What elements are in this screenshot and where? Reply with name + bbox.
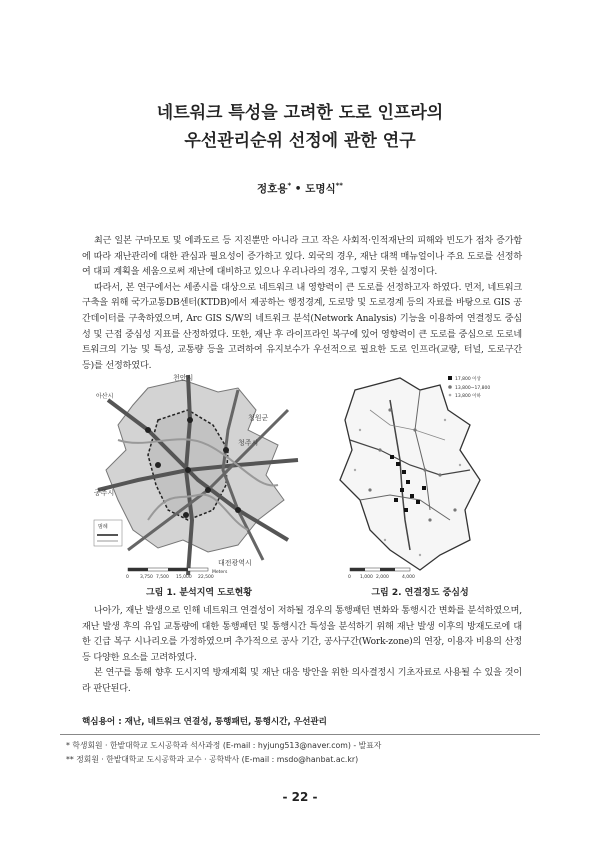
paragraph-4: 본 연구를 통해 향후 도시지역 방재계획 및 재난 대응 방안을 위한 의사결정시 기초자료로 사용될 수 있을 것이라 판단된다. — [82, 668, 522, 694]
map-label-south: 대전광역시 — [218, 559, 252, 567]
paragraph-2: 따라서, 본 연구에서는 세종시를 대상으로 네트워크 내 영향력이 큰 도로를 선정하고자 하였다. 먼저, 네트워크 구축을 위해 국가교통DB센터(KTDB)에서 제공하는 행정경계, 도로망 및 도로경계 등의 자료를 바탕으로 GIS 공간데이터를 구축하였으며, Arc GIS S/W의 네트워크 분석(Network Analysis) 기능을 이용하여 연결정도 중심성 및 근접 중심성 지표를 산정하였다. 또한, 재난 후 라이프라인 복구에 있어 영향력이 큰 도로를 중심으로 도로네트워크의 기능 및 특성, 교통량 등을 고려하여 유지보수가 우선적으로 필요한 도로 인프라(교량, 터널, 도로구간 등)를 선정하였다. — [82, 282, 522, 371]
map-label-east1: 청원군 — [248, 414, 269, 422]
scale-tick-2: 7,500 — [156, 575, 169, 580]
figure-2-caption: 그림 2. 연결정도 중심성 — [371, 588, 469, 598]
scale-tick-1: 3,750 — [140, 575, 153, 580]
scale-tick-0: 0 — [126, 575, 129, 580]
figure-2-centrality-map — [330, 370, 510, 580]
page-number: - 22 - — [282, 790, 318, 804]
author-2-mark: ** — [335, 181, 343, 190]
scale-tick-3: 15,000 — [176, 575, 192, 580]
scale2-tick-0: 0 — [348, 575, 351, 580]
scale-tick-4: 22,500 — [198, 575, 214, 580]
figure-1-road-map — [88, 370, 310, 580]
paper-title-line2: 우선관리순위 선정에 관한 연구 — [184, 131, 416, 151]
author-1-mark: * — [287, 181, 292, 190]
scale2-tick-3: 4,000 — [402, 575, 415, 580]
paragraph-1: 최근 일본 구마모토 및 에콰도르 등 지진뿐만 아니라 크고 작은 사회적·인적재난의 피해와 빈도가 점차 증가함에 따라 재난관리에 대한 관심과 필요성이 증가하고 있다. 외국의 경우, 재난 대책 매뉴얼이나 주요 도로를 선정하여 대피 계획을 세움으로써 재난에 대비하고 있으나 우리나라의 경우, 그렇지 못한 실정이다. — [82, 236, 522, 278]
map-legend-title: 범례 — [98, 524, 108, 530]
legend-item-mid: 13,800~17,800 — [455, 386, 491, 391]
scale-unit: Meters — [212, 570, 228, 575]
author-separator: • — [291, 183, 306, 195]
keywords: 핵심용어 : 재난, 네트워크 연결성, 통행패턴, 통행시간, 우선관리 — [82, 717, 327, 727]
footnote-2: ** 정회원 · 한밭대학교 도시공학과 교수 · 공학박사 (E-mail : msdo@hanbat.ac.kr) — [66, 755, 359, 764]
scale2-tick-2: 2,000 — [376, 575, 389, 580]
paragraph-3: 나아가, 재난 발생으로 인해 네트워크 연결성이 저하될 경우의 통행패턴 변화와 통행시간 변화를 분석하였으며, 재난 발생 후의 유입 교통량에 대한 통행패턴 및 통행시간 특성을 분석하기 위해 재난 발생 이후의 방재도로에 대한 긴급 복구 시나리오를 가정하였으며 추가적으로 공사 기간, 공사구간(Work-zone)의 연장, 이용자 비용의 산정 등 다양한 요소를 고려하였다. — [82, 606, 522, 663]
authors — [0, 181, 600, 196]
footnote-divider — [60, 734, 540, 735]
legend-item-low: 13,800 이하 — [455, 394, 481, 399]
scale2-tick-1: 1,000 — [360, 575, 373, 580]
map-label-west: 공주시 — [94, 489, 115, 497]
abstract-body-bottom — [82, 604, 522, 698]
legend-item-high: 17,800 이상 — [455, 377, 481, 382]
author-1: 정호용 — [257, 183, 288, 195]
map-label-northwest: 아산시 — [96, 393, 114, 400]
figure-1-caption: 그림 1. 분석지역 도로현황 — [145, 588, 253, 598]
map-label-east2: 청주시 — [238, 439, 259, 447]
abstract-body-top — [82, 234, 522, 374]
paper-title-line1: 네트워크 특성을 고려한 도로 인프라의 — [156, 103, 444, 123]
map-label-north: 천안시 — [173, 374, 194, 382]
author-2: 도명식 — [305, 183, 336, 195]
footnote-1: * 학생회원 · 한밭대학교 도시공학과 석사과정 (E-mail : hyjung513@naver.com) - 발표자 — [66, 741, 382, 750]
